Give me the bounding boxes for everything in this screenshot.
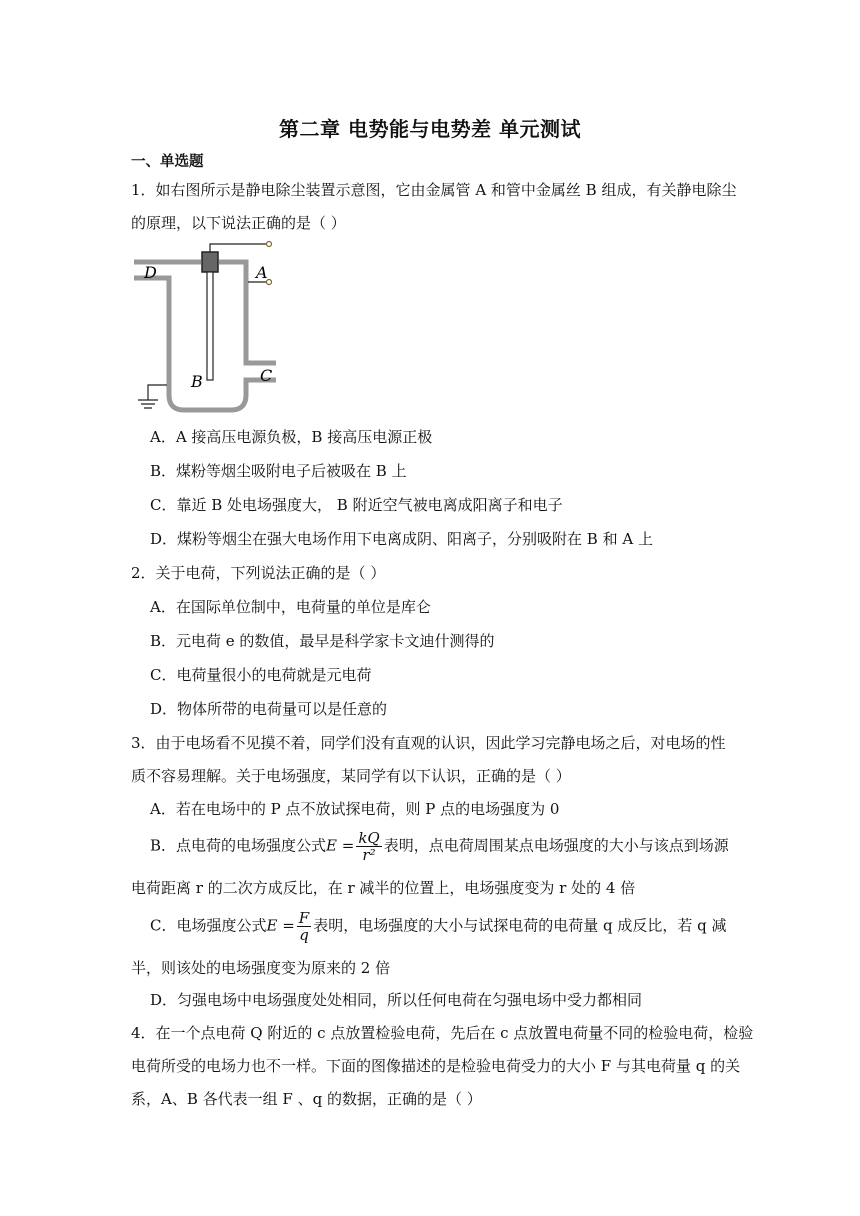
label-b: B [191, 372, 203, 391]
q2-stem: 2．关于电荷，下列说法正确的是（ ） [131, 564, 386, 582]
insulator-block [202, 252, 218, 272]
formula-fraction-f-q [297, 910, 311, 943]
label-a: A [256, 263, 268, 282]
ground-lead [148, 385, 167, 400]
q3-stem-line1: 3．由于电场看不见摸不着，同学们没有直观的认识，因此学习完静电场之后，对电场的性 [131, 734, 726, 752]
formula-denominator: r² [362, 846, 376, 864]
page-title: 第二章 电势能与电势差 单元测试 [279, 117, 581, 141]
q3-stem-line2: 质不容易理解。关于电场强度，某同学有以下认识，正确的是（ ） [131, 767, 571, 785]
q3-option-b-line2: 电荷距离 r 的二次方成反比，在 r 减半的位置上，电场强度变为 r 处的 4 倍 [131, 879, 636, 897]
tube-wall-left-bottom [134, 278, 276, 410]
q3-option-c-prefix: C．电场强度公式 [150, 916, 267, 935]
wire-lead [210, 244, 267, 252]
formula-e-point: E = [326, 836, 355, 855]
q3-option-b-prefix: B．点电荷的电场强度公式 [150, 836, 327, 855]
q1-option-a: A．A 接高压电源负极，B 接高压电源正极 [150, 428, 433, 446]
q1-stem-line2: 的原理，以下说法正确的是（ ） [131, 214, 346, 232]
q1-stem-line1: 1．如右图所示是静电除尘装置示意图，它由金属管 A 和管中金属丝 B 组成，有关静电除尘 [131, 181, 737, 199]
formula-fraction-kq-r2 [356, 830, 381, 863]
q3-option-c [150, 910, 726, 943]
label-c: C [260, 366, 273, 385]
q1-option-c: C．靠近 B 处电场强度大， B 附近空气被电离成阳离子和电子 [150, 496, 563, 514]
section-heading: 一、单选题 [131, 154, 204, 170]
terminal-top [267, 242, 272, 247]
q3-option-b [150, 830, 729, 863]
q1-option-d: D．煤粉等烟尘在强大电场作用下电离成阴、阳离子，分别吸附在 B 和 A 上 [150, 530, 653, 548]
label-d: D [144, 263, 157, 282]
q3-option-c-suffix: 表明，电场强度的大小与试探电荷的电荷量 q 成反比，若 q 减 [313, 916, 727, 935]
q2-option-b: B．元电荷 e 的数值，最早是科学家卡文迪什测得的 [150, 632, 495, 650]
q2-option-d: D．物体所带的电荷量可以是任意的 [150, 700, 388, 718]
metal-wire-b [207, 272, 213, 380]
formula-numerator: kQ [358, 829, 380, 847]
q3-option-b-suffix: 表明，点电荷周围某点电场强度的大小与该点到场源 [383, 836, 729, 855]
q3-option-c-line2: 半，则该处的电场强度变为原来的 2 倍 [131, 959, 391, 977]
q4-stem-line3: 系，A、B 各代表一组 F 、q 的数据，正确的是（ ） [131, 1090, 482, 1108]
ground-icon [138, 400, 158, 408]
q3-option-a: A．若在电场中的 P 点不放试探电荷，则 P 点的电场强度为 0 [150, 800, 560, 818]
q4-stem-line2: 电荷所受的电场力也不一样。下面的图像描述的是检验电荷受力的大小 F 与其电荷量 q 的关 [131, 1057, 741, 1075]
q2-option-c: C．电荷量很小的电荷就是元电荷 [150, 666, 372, 684]
formula-numerator-f: F [298, 909, 310, 927]
formula-denominator-q: q [299, 926, 309, 944]
q4-stem-line1: 4．在一个点电荷 Q 附近的 c 点放置检验电荷，先后在 c 点放置电荷量不同的检验电荷，检验 [131, 1024, 754, 1042]
q2-option-a: A．在国际单位制中，电荷量的单位是库仑 [150, 598, 431, 616]
electrostatic-precipitator-diagram [131, 240, 291, 420]
formula-e-field: E = [266, 916, 295, 935]
q3-option-d: D．匀强电场中电场强度处处相同，所以任何电荷在匀强电场中受力都相同 [150, 991, 643, 1009]
q1-option-b: B．煤粉等烟尘吸附电子后被吸在 B 上 [150, 462, 407, 480]
